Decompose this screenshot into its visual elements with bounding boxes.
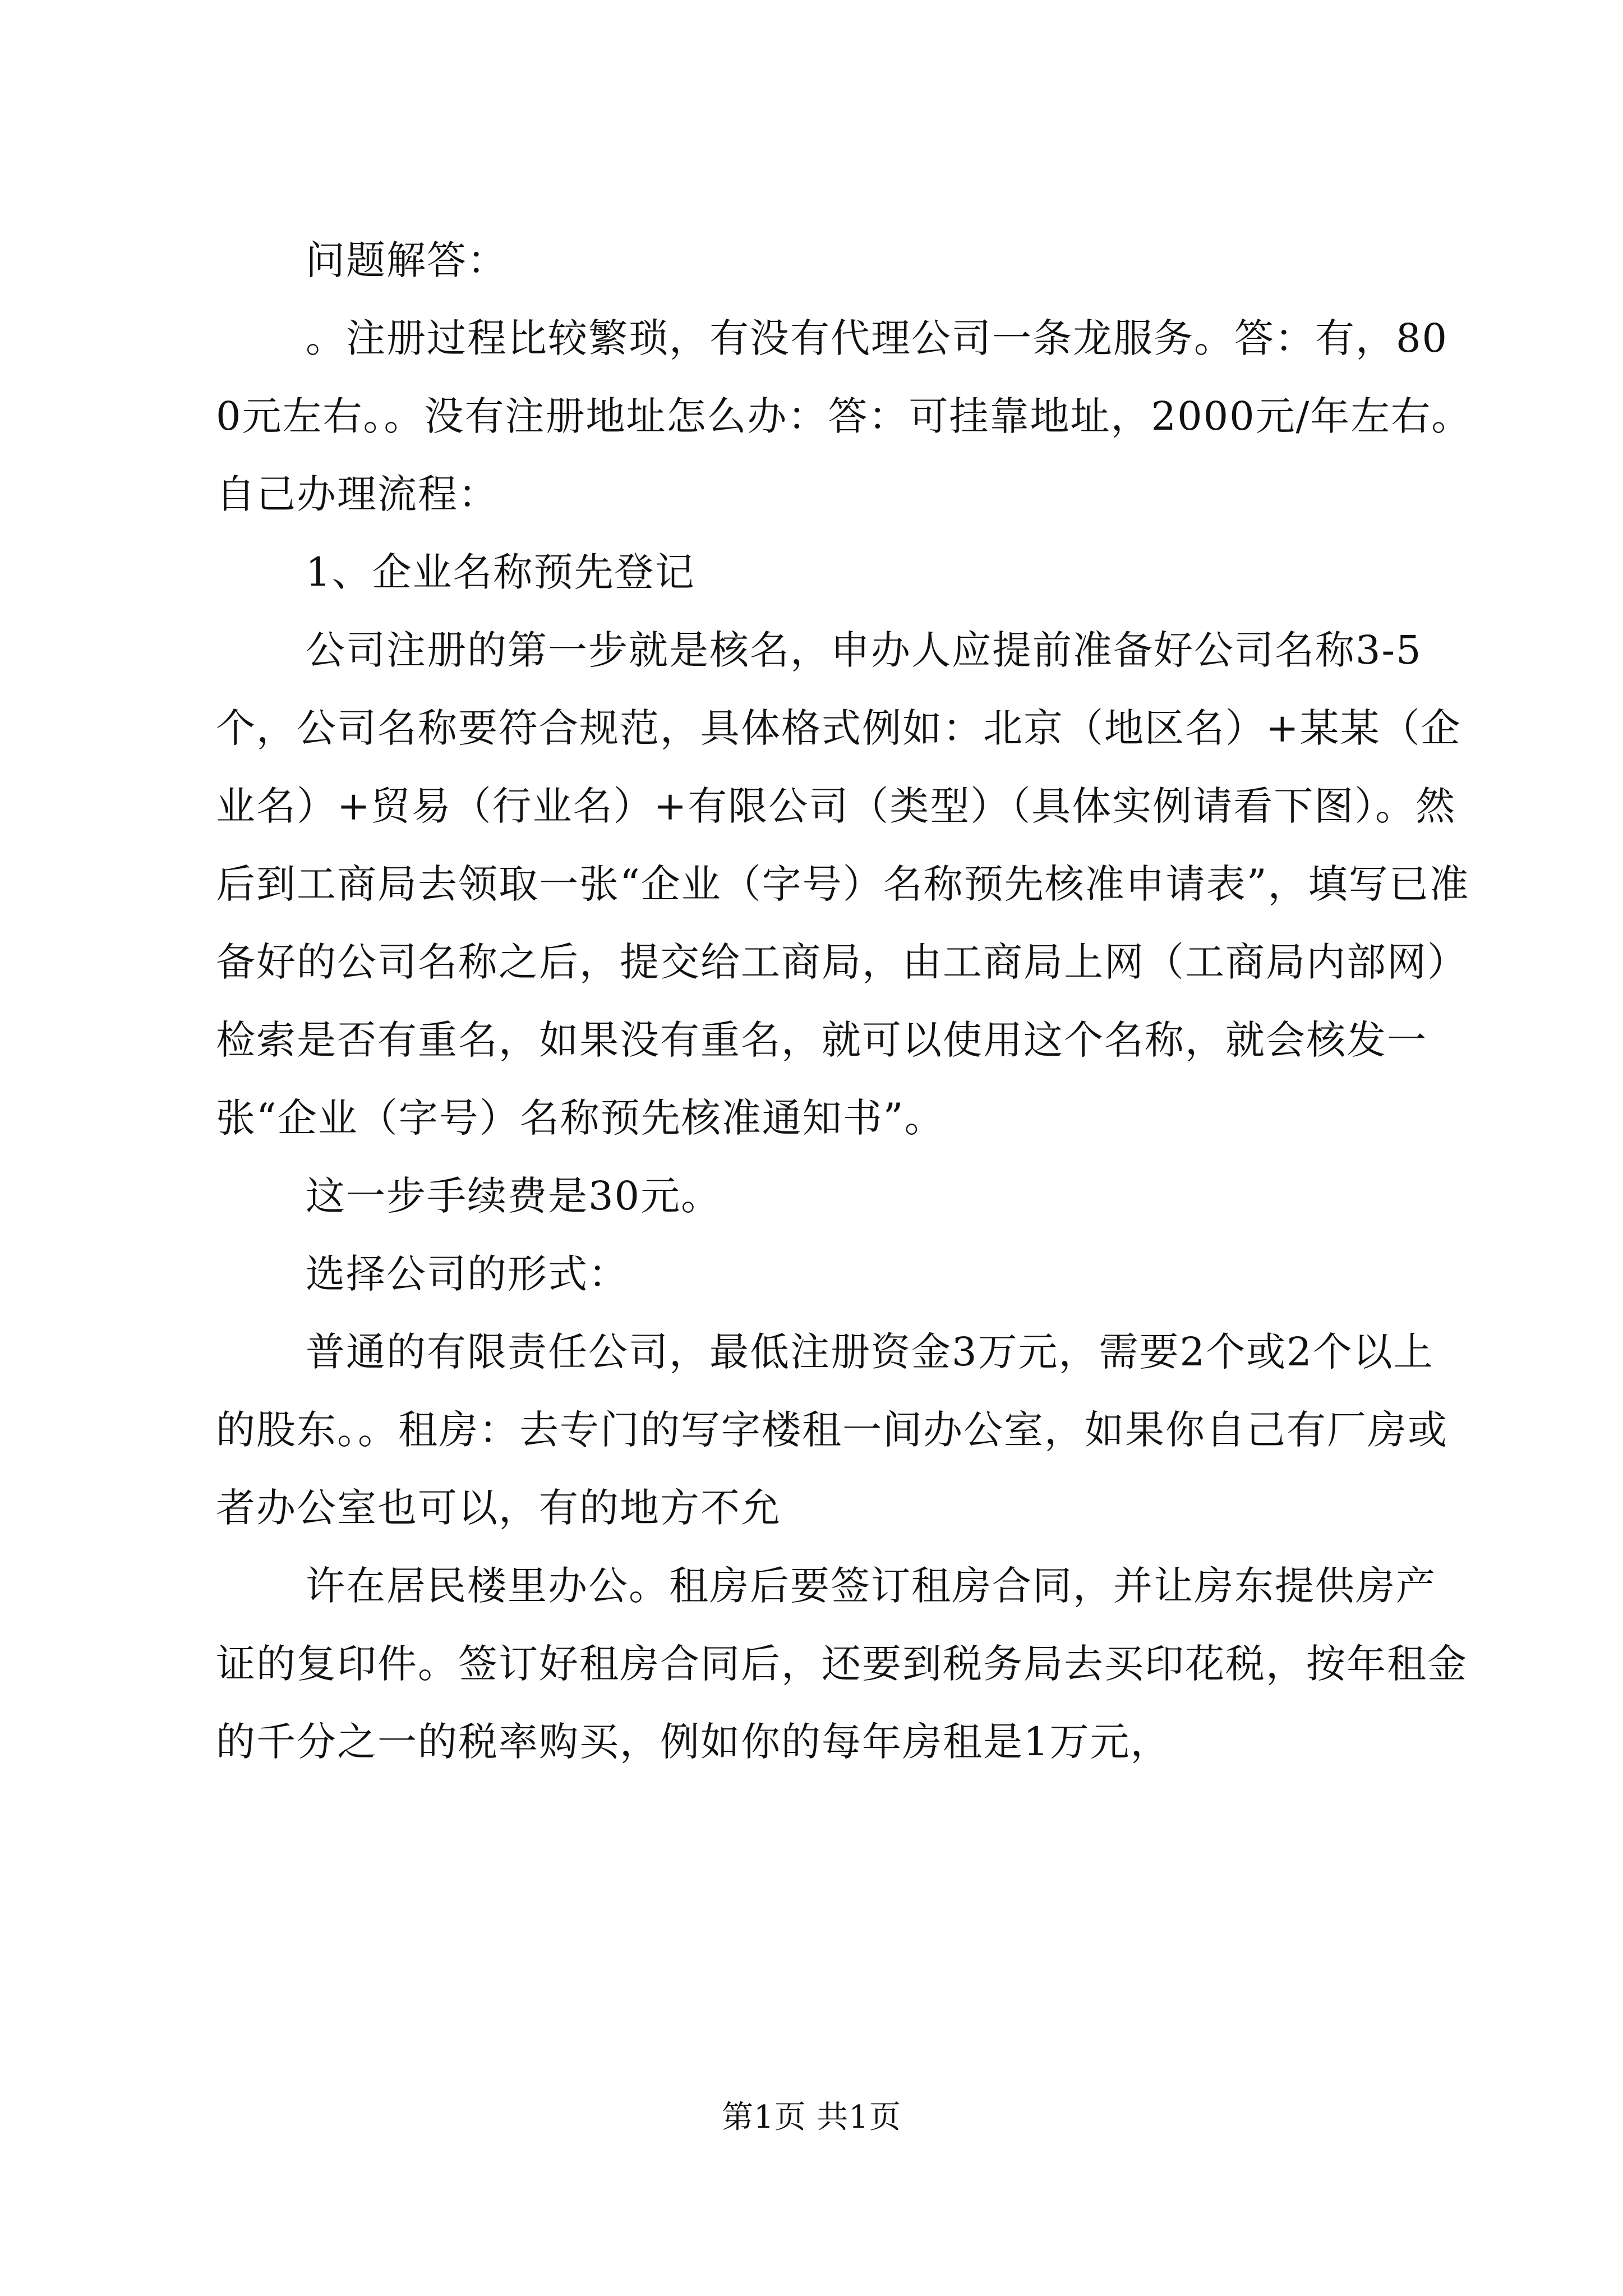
paragraph-step-1-title: 1、企业名称预先登记 [306, 549, 695, 595]
paragraph-llc-rental: 普通的有限责任公司，最低注册资金3万元，需要2个或2个以上的股东。。租房：去专门的写字楼租一间办公室，如果你自己有厂房或者办公室也可以，有的地方不允 [216, 1329, 1448, 1531]
paragraph-lease-tax: 许在居民楼里办公。租房后要签订租房合同，并让房东提供房产证的复印件。签订好租房合同后，还要到税务局去买印花税，按年租金的千分之一的税率购买，例如你的每年房租是1万元， [216, 1563, 1468, 1765]
document-body [216, 222, 1472, 1781]
paragraph-fee: 这一步手续费是30元。 [306, 1173, 722, 1219]
paragraph-agency-service: 。注册过程比较繁琐，有没有代理公司一条龙服务。答：有，800元左右。。没有注册地址怎么办：答：可挂靠地址，2000元/年左右。自己办理流程： [216, 315, 1472, 517]
paragraph-company-form-title: 选择公司的形式： [306, 1251, 629, 1297]
page-footer: 第1页 共1页 [721, 2099, 902, 2136]
paragraph-heading-qa: 问题解答： [306, 237, 508, 283]
paragraph-name-check: 公司注册的第一步就是核名，申办人应提前准备好公司名称3-5个，公司名称要符合规范，具体格式例如：北京（地区名）+某某（企业名）+贸易（行业名）+有限公司（类型）（具体实例请看下图）。然后到工商局去领取一张“企业（字号）名称预先核准申请表”，填写已准备好的公司名称之后，提交给工商局，由工商局上网（工商局内部网）检索是否有重名，如果没有重名，就可以使用这个名称，就会核发一张“企业（字号）名称预先核准通知书”。 [216, 627, 1470, 1141]
